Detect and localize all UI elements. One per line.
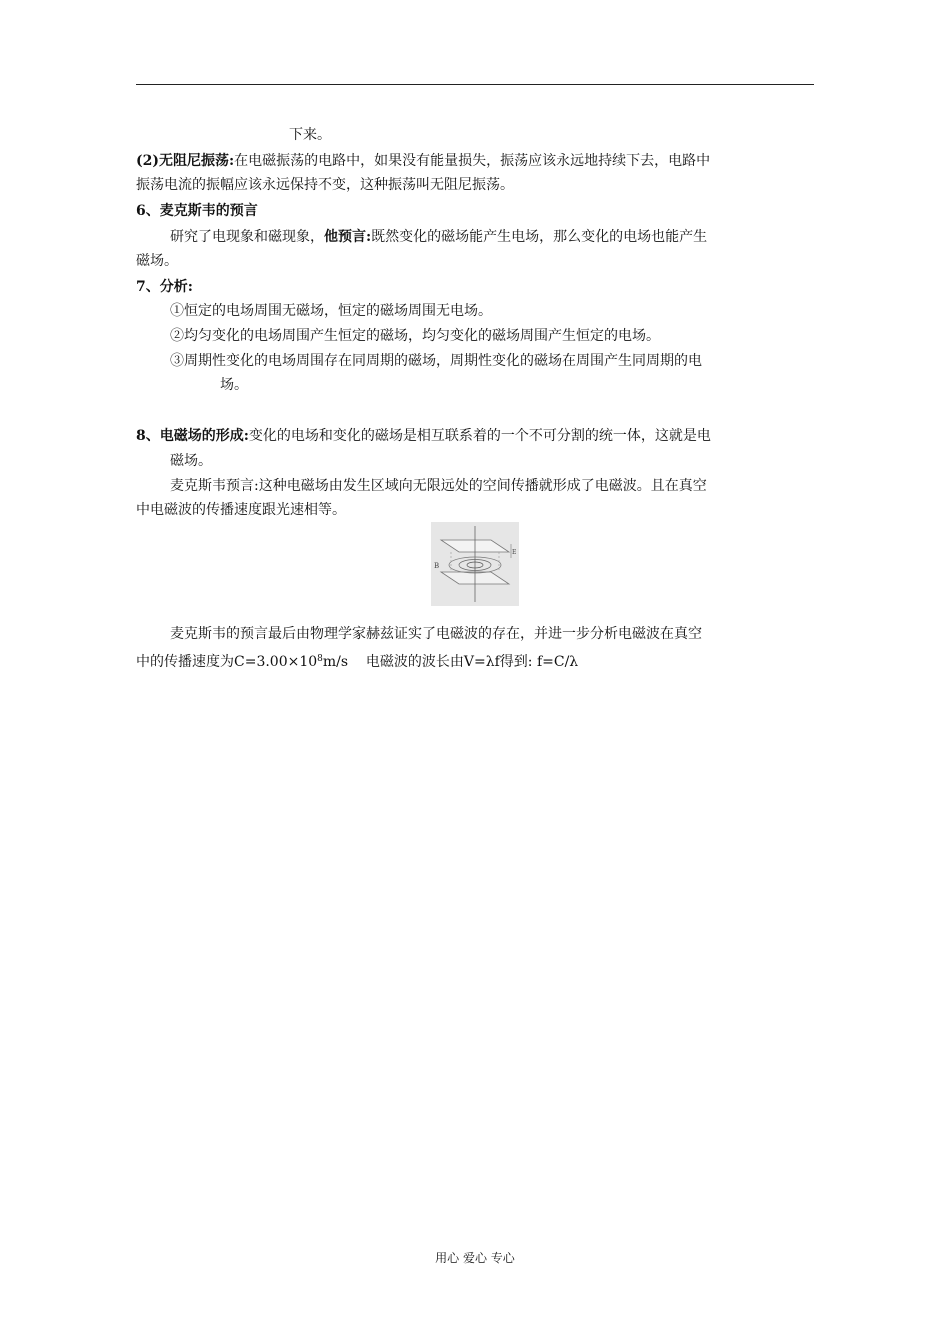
- em-field-formation-line2: 磁场。: [170, 453, 212, 469]
- analysis-item-2: ②均匀变化的电场周围产生恒定的磁场，均匀变化的磁场周围产生恒定的电场。: [170, 328, 660, 344]
- maxwell-paragraph-line1: [170, 225, 707, 249]
- maxwell-text-c: 既然变化的磁场能产生电场，那么变化的电场也能产生: [371, 229, 708, 245]
- undamped-oscillation-label: (2)无阻尼振荡:: [136, 153, 235, 169]
- maxwell-paragraph-line2: 磁场。: [136, 253, 178, 269]
- page-footer: 用心 爱心 专心: [435, 1251, 515, 1265]
- em-field-diagram: [431, 522, 519, 606]
- maxwell-prediction-label: 他预言:: [324, 229, 372, 245]
- exponent: 8: [317, 654, 323, 664]
- em-wave-paragraph-line1: 麦克斯韦预言:这种电磁场由发生区域向无限远处的空间传播就形成了电磁波。且在真空: [170, 478, 707, 494]
- em-field-formation-label: 8、电磁场的形成:: [136, 428, 249, 444]
- hertz-paragraph-line1: 麦克斯韦的预言最后由物理学家赫兹证实了电磁波的存在，并进一步分析电磁波在真空: [170, 626, 702, 642]
- header-rule: [136, 84, 814, 85]
- analysis-item-3: ③周期性变化的电场周围存在同周期的磁场，周期性变化的磁场在周围产生同周期的电: [170, 353, 702, 369]
- diagram-label-e: E: [512, 549, 517, 556]
- maxwell-text-a: 研究了电现象和磁现象，: [170, 229, 324, 245]
- diagram-label-b: B: [434, 562, 440, 570]
- undamped-oscillation-line2: 振荡电流的振幅应该永远保持不变，这种振荡叫无阻尼振荡。: [136, 177, 514, 193]
- wavelength-formula-text: m/s 电磁波的波长由V=λf得到: f=C/λ: [322, 654, 579, 670]
- undamped-oscillation-text: 在电磁振荡的电路中，如果没有能量损失，振荡应该永远地持续下去，电路中: [234, 153, 711, 169]
- section-heading-maxwell: 6、麦克斯韦的预言: [136, 203, 258, 219]
- text-fragment: 下来。: [289, 127, 331, 143]
- analysis-item-1: ①恒定的电场周围无磁场，恒定的磁场周围无电场。: [170, 303, 492, 319]
- analysis-item-3-continued: 场。: [220, 377, 248, 393]
- undamped-oscillation-line1: [136, 149, 710, 173]
- em-field-diagram-svg: [431, 522, 519, 606]
- em-field-formation-text: 变化的电场和变化的磁场是相互联系着的一个不可分割的统一体，这就是电: [248, 428, 711, 444]
- section-heading-analysis: 7、分析:: [136, 279, 193, 295]
- em-wave-paragraph-line2: 中电磁波的传播速度跟光速相等。: [136, 502, 346, 518]
- speed-of-em-wave-text: 中的传播速度为C=3.00×10: [136, 654, 318, 670]
- hertz-paragraph-line2: [136, 647, 578, 674]
- em-field-formation-line1: [136, 424, 711, 448]
